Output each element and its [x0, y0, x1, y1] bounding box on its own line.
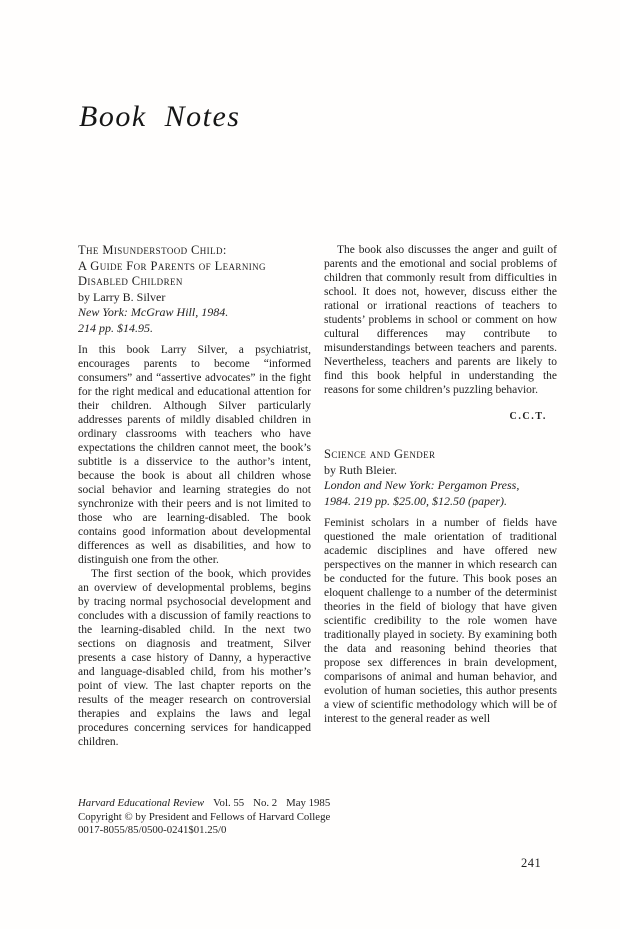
- review-1-title-line-1: The Misunderstood Child:: [78, 243, 227, 257]
- journal-issue: No. 2: [253, 797, 278, 809]
- review-1-title-line-2: A Guide For Parents of Learning: [78, 258, 266, 273]
- journal-date: May 1985: [286, 797, 331, 809]
- review-1-title-line-3: Disabled Children: [78, 274, 183, 288]
- journal-name: Harvard Educational Review: [78, 797, 205, 809]
- review-1-paragraph-2: The first section of the book, which provides an overview of developmental problems, begins by tracing normal psychosocial development and concludes with a discussion of family reactions to the learning-disabled child. In the next two sections on diagnosis and treatment, Silver presents a case history of Danny, a hyperactive and language-disabled child, from his mother’s point of view. The last chapter reports on the results of the meager research on controversial therapies and explains the laws and legal procedures concerning services for handicapped children.: [78, 568, 311, 748]
- review-2: [324, 447, 557, 726]
- review-1-heading: [78, 243, 311, 336]
- right-column: [324, 243, 557, 749]
- left-column: [78, 243, 311, 749]
- review-2-imprint-line-2: 1984. 219 pp. $25.00, $12.50 (paper).: [324, 493, 507, 508]
- copyright-line: Copyright © by President and Fellows of Harvard College: [78, 810, 331, 823]
- review-1-byline: by Larry B. Silver: [78, 289, 166, 304]
- journal-footer: [78, 797, 408, 838]
- review-2-paragraph-1: Feminist scholars in a number of fields have questioned the male orientation of traditional academic disciplines and have offered new perspectives on the manner in which research can be conducted for the future. This book poses an eloquent challenge to a number of the determinist theories in the field of biology that have given scientific credibility to the role women have traditionally played in society. By examining both the data and reasoning behind theories that propose sex differences in brain development, comparisons of animal and human behavior, and evolution of human societies, this author presents a view of scientific methodology which will be of interest to the general reader as well: [324, 517, 557, 725]
- issn-code-line: 0017-8055/85/0500-0241$01.25/0: [78, 824, 227, 837]
- review-1-paragraph-3: The book also discusses the anger and guilt of parents and the emotional and social problems of children that commonly result from difficulties in school. It does not, however, discuss either the rational or irrational reactions of teachers to students’ problems in school or comment on how cultural differences may contribute to misunderstandings between teachers and parents. Nevertheless, teachers and parents are likely to find this book helpful in understanding the reasons for some children’s puzzling behavior.: [324, 244, 557, 396]
- section-title: Book Notes: [79, 100, 241, 133]
- review-2-imprint-line-1: London and New York: Pergamon Press,: [324, 478, 520, 492]
- page-number: 241: [521, 856, 542, 870]
- journal-volume: Vol. 55: [213, 797, 245, 809]
- review-1-paragraph-1: In this book Larry Silver, a psychiatrist, encourages parents to become “informed consumers” and “assertive advocates” in the fight for the right medical and educational attention for their children. Although Silver particularly addresses parents of mildly disabled children in ordinary classrooms with teachers who have expectations the children cannot meet, the book’s subtitle is a disservice to the author’s intent, because the book is about all children whose social behavior and learning strategies do not synchronize with their peers and is not limited to those who are learning-disabled. The book contains good information about developmental differences as well as disabilities, and how to distinguish one from the other.: [78, 344, 311, 566]
- two-column-layout: [78, 243, 557, 749]
- review-1-imprint-line-1: New York: McGraw Hill, 1984.: [78, 305, 229, 319]
- reviewer-initials: C.C.T.: [509, 411, 547, 422]
- journal-citation-line: [78, 797, 408, 811]
- review-2-title-line-1: Science and Gender: [324, 447, 436, 461]
- review-1-imprint-line-2: 214 pp. $14.95.: [78, 320, 153, 335]
- review-2-byline: by Ruth Bleier.: [324, 462, 397, 477]
